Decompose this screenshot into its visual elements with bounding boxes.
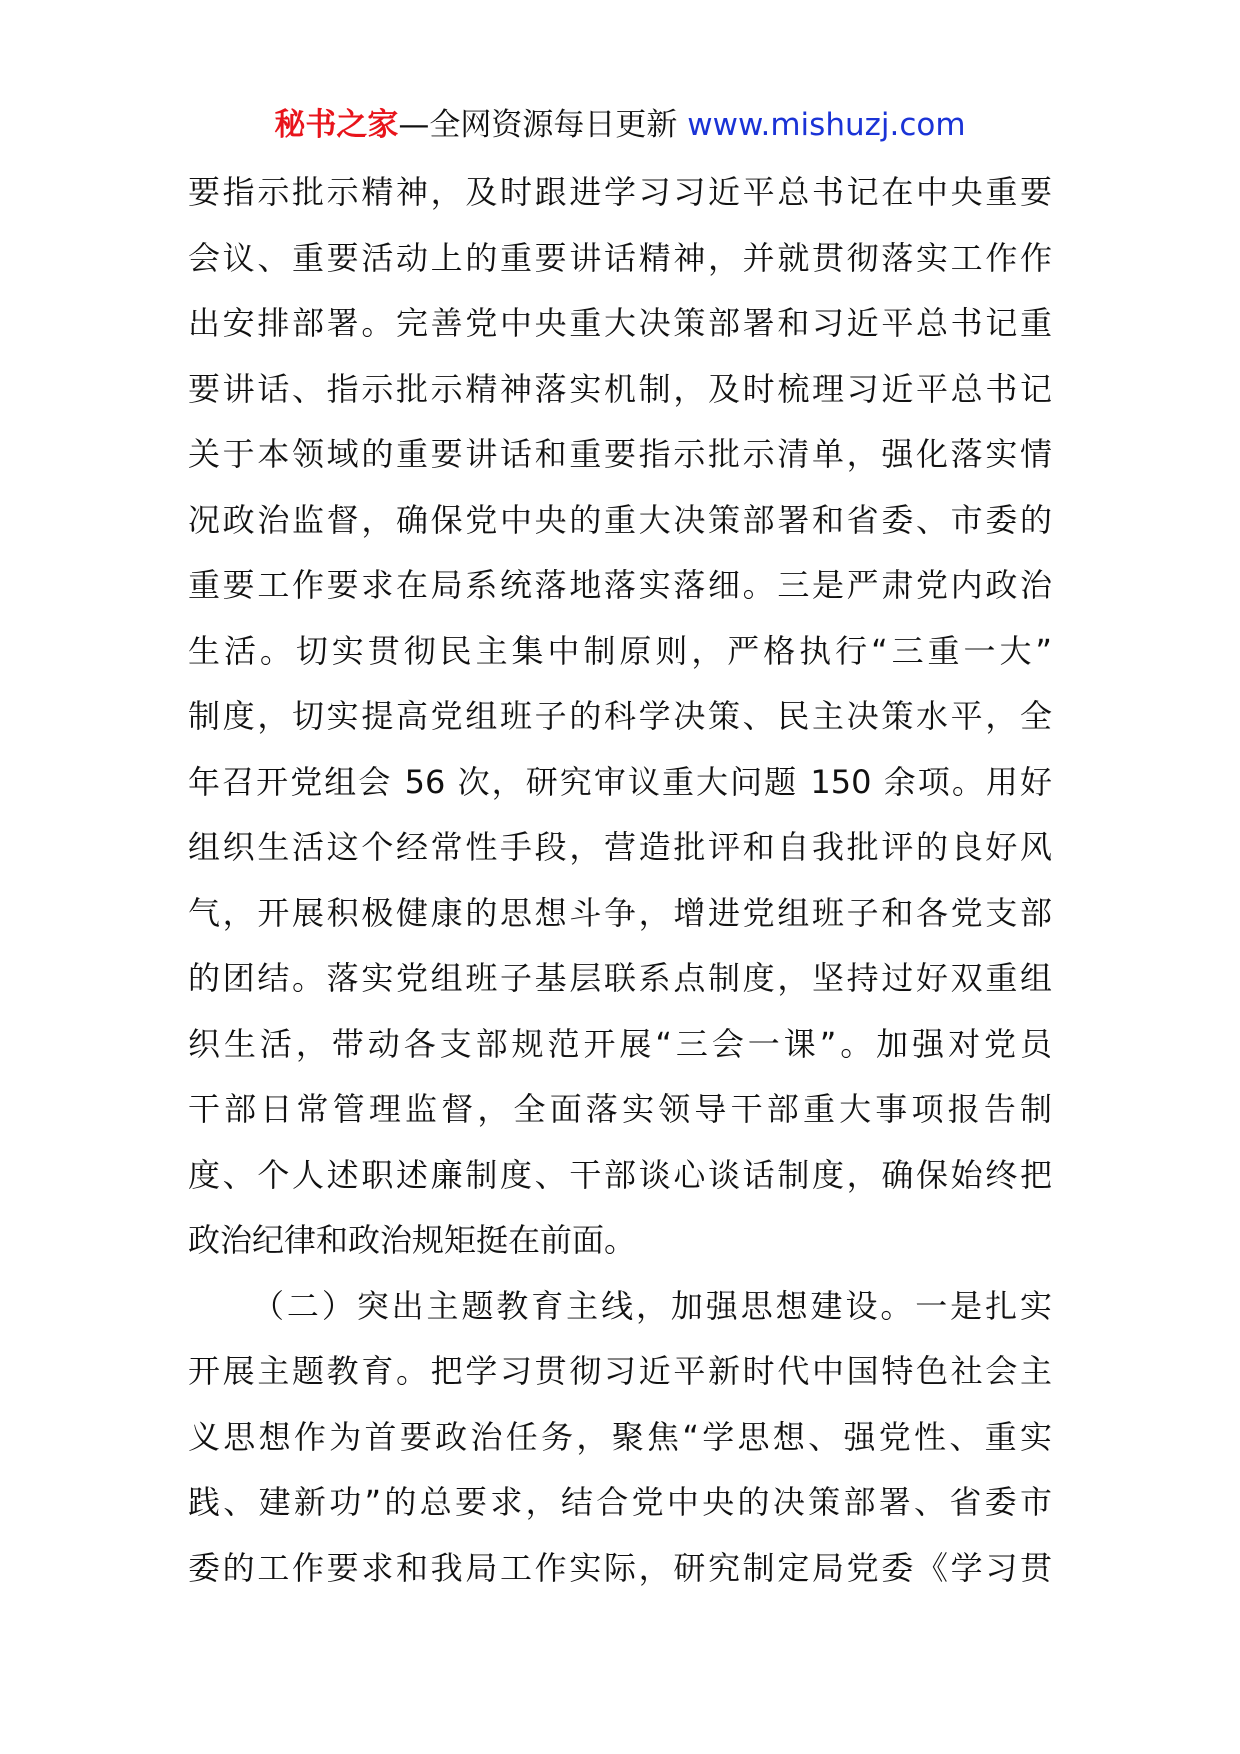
body-line: 生活。切实贯彻民主集中制原则，严格执行“三重一大”: [188, 631, 1052, 670]
document-body: [188, 160, 1052, 1601]
body-line: 年召开党组会 56 次，研究审议重大问题 150 余项。用好: [188, 762, 1052, 801]
page-header: [0, 100, 1240, 150]
section-heading-line: （二）突出主题教育主线，加强思想建设。一是扎实: [252, 1286, 1052, 1325]
body-line: 况政治监督，确保党中央的重大决策部署和省委、市委的: [188, 500, 1052, 539]
body-line: 气，开展积极健康的思想斗争，增进党组班子和各党支部: [188, 893, 1052, 932]
body-line: 要指示批示精神，及时跟进学习习近平总书记在中央重要: [188, 173, 1052, 211]
site-url-link[interactable]: www.mishuzj.com: [687, 107, 966, 143]
body-line: 度、个人述职述廉制度、干部谈心谈话制度，确保始终把: [188, 1155, 1052, 1194]
body-line: 政治纪律和政治规矩挺在前面。: [188, 1221, 637, 1259]
body-line: 重要工作要求在局系统落地落实落细。三是严肃党内政治: [188, 566, 1052, 604]
body-line: 践、建新功”的总要求，结合党中央的决策部署、省委市: [188, 1483, 1052, 1521]
body-line: 开展主题教育。把学习贯彻习近平新时代中国特色社会主: [188, 1352, 1052, 1390]
body-line: 制度，切实提高党组班子的科学决策、民主决策水平，全: [188, 697, 1052, 735]
brand-name: 秘书之家: [274, 107, 399, 143]
body-line: 的团结。落实党组班子基层联系点制度，坚持过好双重组: [188, 959, 1052, 997]
body-line: 委的工作要求和我局工作实际，研究制定局党委《学习贯: [188, 1548, 1052, 1587]
body-line: 出安排部署。完善党中央重大决策部署和习近平总书记重: [188, 304, 1052, 342]
body-line: 干部日常管理监督，全面落实领导干部重大事项报告制: [188, 1090, 1052, 1128]
header-slogan: —全网资源每日更新: [398, 107, 678, 143]
body-line: 会议、重要活动上的重要讲话精神，并就贯彻落实工作作: [188, 238, 1052, 277]
body-line: 组织生活这个经常性手段，营造批评和自我批评的良好风: [188, 828, 1052, 866]
body-line: 义思想作为首要政治任务，聚焦“学思想、强党性、重实: [188, 1417, 1052, 1456]
body-line: 织生活，带动各支部规范开展“三会一课”。加强对党员: [188, 1024, 1052, 1063]
body-line: 要讲话、指示批示精神落实机制，及时梳理习近平总书记: [188, 369, 1052, 408]
body-line: 关于本领域的重要讲话和重要指示批示清单，强化落实情: [188, 435, 1052, 473]
